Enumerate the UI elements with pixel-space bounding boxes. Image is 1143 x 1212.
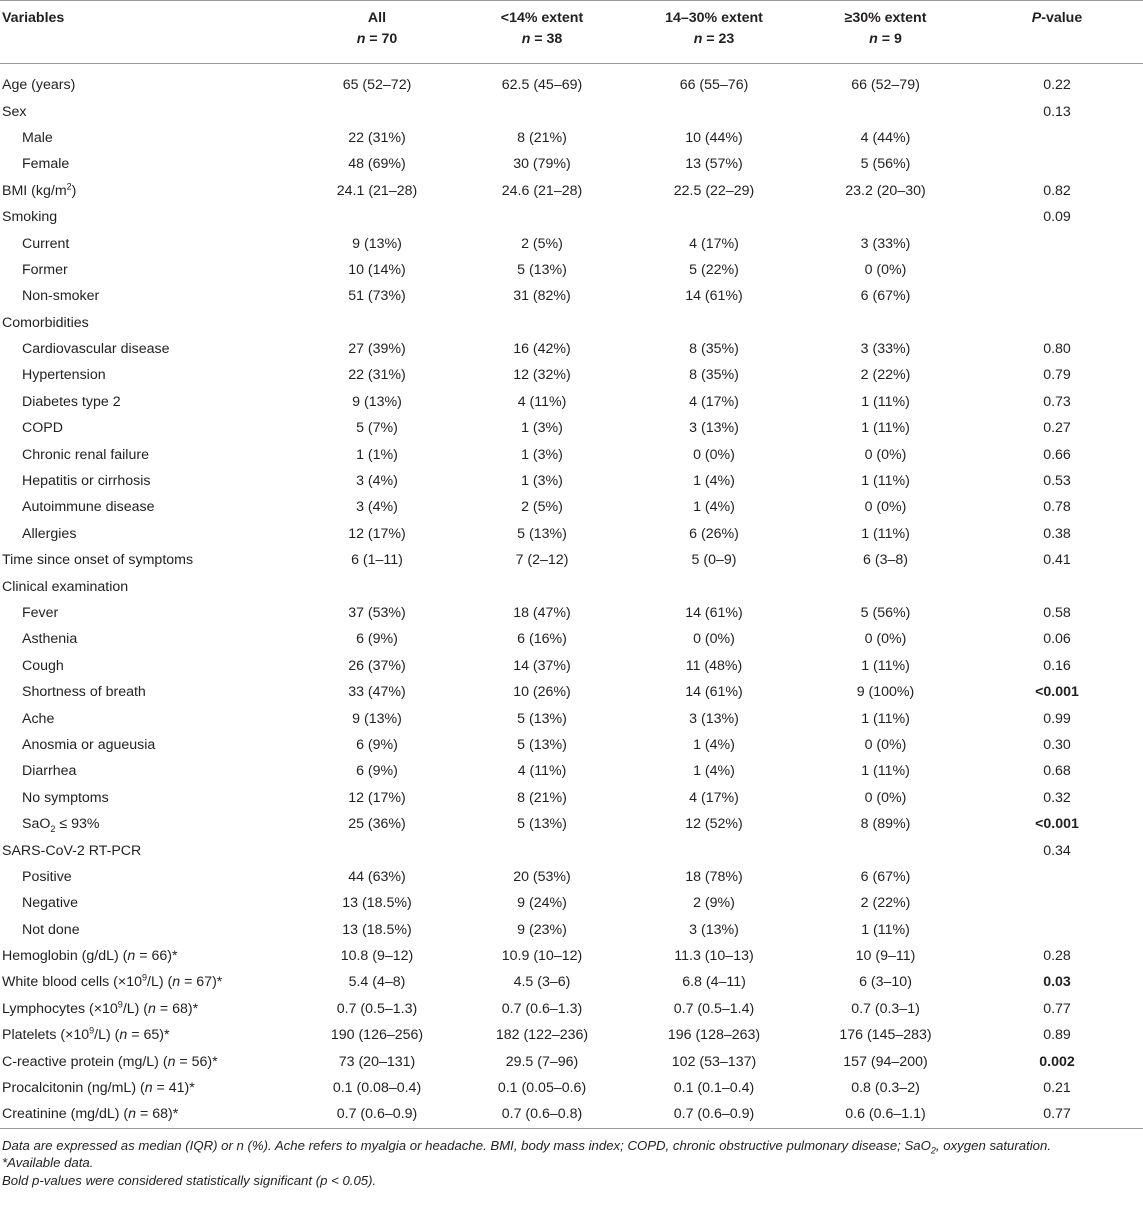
table-row [0, 917, 1143, 943]
cell-value: 8 (89%) [860, 816, 911, 833]
row-label: White blood cells $(\times 10^9/L) (n = 67)*$ [2, 972, 223, 991]
cell-value: 4 (44%) [860, 129, 911, 146]
cell-value: 8 (21%) [517, 129, 567, 146]
cell-value: 9 (13%) [352, 710, 402, 727]
table-row [0, 415, 1143, 441]
cell-value: 3 (33%) [860, 341, 911, 358]
cell-value: 190 (126–256) [330, 1027, 424, 1044]
row-label: Male [22, 129, 53, 146]
cell-pvalue: 0.32 [1043, 789, 1071, 806]
table-row [0, 996, 1143, 1022]
table-row [0, 310, 1143, 336]
cell-pvalue: 0.21 [1043, 1080, 1071, 1097]
row-label: C-reactive protein (mg/L) (n = 56)* [2, 1053, 218, 1070]
cell-value: 5 (56%) [860, 156, 911, 173]
header-extent-lt14: <14% extent [456, 1, 628, 28]
cell-value: 25 (36%) [348, 816, 406, 833]
cell-value: 0 (0%) [864, 446, 907, 463]
cell-value: 1 (3%) [521, 473, 563, 490]
table-row [0, 732, 1143, 758]
row-label: SaO$_2$ ≤ 93% [22, 816, 100, 834]
cell-value: 2 (5%) [521, 499, 563, 516]
row-label: Age (years) [2, 77, 76, 94]
cell-value [456, 837, 628, 863]
cell-value [628, 573, 800, 599]
cell-value: 10 (26%) [513, 684, 571, 701]
cell-pvalue: 0.41 [1043, 552, 1071, 569]
row-label: Comorbidities [2, 314, 89, 331]
cell-value: 4 (17%) [689, 235, 739, 252]
cell-value [800, 310, 971, 336]
cell-value: 65 (52–72) [342, 77, 412, 94]
cell-value: 4.5 (3–6) [513, 974, 571, 991]
row-label: Lymphocytes $(\times 10^9/L) (n = 68)*$ [2, 999, 199, 1017]
table-row [0, 151, 1143, 177]
table-row [0, 1022, 1143, 1048]
cell-value: 13 (18.5%) [342, 921, 412, 938]
cell-value: 0 (0%) [864, 789, 907, 806]
row-label: Hypertension [22, 367, 106, 384]
cell-value: 5 (56%) [860, 605, 911, 621]
cell-value: 0.1 (0.05–0.6) [497, 1080, 587, 1097]
cell-value: 31 (82%) [513, 288, 571, 305]
table-row [0, 1075, 1143, 1101]
table-row [0, 653, 1143, 679]
table-row [0, 1048, 1143, 1074]
header-variables: Variables [0, 1, 298, 28]
cell-value: 62.5 (45–69) [501, 77, 583, 94]
table-row [0, 125, 1143, 151]
cell-value: 5 (13%) [517, 261, 567, 278]
table-row [0, 494, 1143, 520]
row-label: Diarrhea [22, 763, 77, 780]
cell-value: 0.7 (0.6–0.9) [628, 1101, 800, 1128]
header-all: All [298, 1, 456, 28]
cell-value [298, 573, 456, 599]
header-extent-14-30: 14–30% extent [628, 1, 800, 28]
footnote-abbreviations: Data are expressed as median (IQR) or n (%). Ache refers to myalgia or headache. BMI, body mass index; COPD, chronic obstructive pulmonary disease; SaO$_2$, oxygen saturation. [2, 1137, 1052, 1156]
table-row [0, 468, 1143, 494]
cell-value: 11 (48%) [685, 657, 743, 674]
cell-pvalue: 0.16 [1043, 657, 1071, 674]
header-n-14-30: n = 23 [693, 31, 735, 47]
cell-value: 0.7 (0.5–1.4) [673, 1000, 755, 1017]
cell-pvalue: 0.89 [1043, 1027, 1071, 1044]
cell-value: 22 (31%) [348, 367, 406, 384]
cell-value: 66 (52–79) [851, 77, 920, 94]
cell-pvalue: 0.27 [1043, 420, 1071, 437]
row-label: Platelets $(\times 10^9/L) (n = 65)*$ [2, 1025, 170, 1044]
cell-value [298, 310, 456, 336]
cell-value [456, 310, 628, 336]
cell-value: 0.1 (0.08–0.4) [332, 1080, 422, 1097]
table-row [0, 705, 1143, 731]
cell-value: 18 (78%) [685, 868, 743, 885]
cell-value: 7 (2–12) [515, 552, 569, 569]
row-label: Hepatitis or cirrhosis [22, 473, 151, 490]
cell-value: 12 (32%) [513, 367, 571, 384]
row-label: Clinical examination [2, 578, 129, 595]
cell-value: 1 (4%) [693, 736, 735, 753]
header-n-all: n = 70 [356, 31, 398, 47]
cell-value: 29.5 (7–96) [505, 1053, 579, 1070]
cell-value: 0 (0%) [864, 261, 907, 278]
cell-value: 2 (22%) [860, 367, 911, 384]
cell-value: 1 (11%) [861, 525, 910, 542]
row-label: Former [22, 261, 68, 278]
cell-value: 9 (13%) [352, 393, 402, 410]
cell-value: 182 (122–236) [495, 1027, 589, 1044]
cell-value: 8 (35%) [689, 341, 739, 358]
table-row [0, 283, 1143, 309]
table-row [0, 837, 1143, 863]
cell-value [456, 204, 628, 230]
cell-value: 22 (31%) [348, 129, 406, 146]
cell-value: 10 (9–11) [855, 948, 916, 965]
cell-value: 6.8 (4–11) [682, 974, 746, 991]
table-row [0, 890, 1143, 916]
cell-value: 14 (61%) [685, 288, 743, 305]
table-body [0, 64, 1143, 1129]
cell-value: 5 (22%) [689, 261, 739, 278]
table-row [0, 178, 1143, 204]
cell-value: 3 (33%) [860, 235, 911, 252]
cell-value: 0.7 (0.5–1.3) [336, 1000, 418, 1017]
cell-pvalue: 0.28 [1043, 948, 1071, 965]
cell-value: 2 (22%) [860, 895, 911, 912]
row-label: Time since onset of symptoms [2, 552, 194, 569]
row-label: Creatinine (mg/dL) (n = 68)* [0, 1101, 298, 1128]
table-row [0, 257, 1143, 283]
table-row [0, 98, 1143, 124]
cell-value: 6 (16%) [517, 631, 567, 648]
cell-pvalue [971, 917, 1143, 943]
table-row [0, 521, 1143, 547]
table-row [0, 600, 1143, 626]
cell-pvalue: 0.68 [1043, 763, 1071, 780]
row-label: Chronic renal failure [22, 446, 149, 463]
table-row [0, 441, 1143, 467]
cell-value: 6 (67%) [860, 288, 911, 305]
cell-value: 5 (7%) [356, 420, 398, 437]
cell-value: 0 (0%) [864, 736, 907, 753]
cell-value: 9 (23%) [517, 921, 567, 938]
cell-pvalue: <0.001 [1035, 684, 1079, 701]
table-header [0, 1, 1143, 64]
row-label: Cough [22, 657, 64, 674]
cell-value [628, 837, 800, 863]
row-label: Current [22, 235, 70, 252]
cell-pvalue: 0.53 [1043, 473, 1071, 490]
cell-value: 1 (11%) [861, 921, 910, 938]
cell-value: 14 (61%) [685, 605, 743, 621]
table-row [0, 811, 1143, 837]
cell-value: 1 (11%) [861, 420, 910, 437]
cell-pvalue [971, 230, 1143, 256]
cell-value: 6 (3–8) [863, 552, 908, 569]
cell-value: 1 (11%) [861, 763, 910, 780]
cell-pvalue: 0.002 [1039, 1053, 1075, 1070]
cell-pvalue: 0.09 [1043, 209, 1071, 226]
cell-value: 18 (47%) [513, 605, 571, 621]
row-label: Not done [22, 921, 80, 938]
cell-pvalue: 0.77 [1043, 1000, 1071, 1017]
cell-pvalue: 0.79 [1043, 367, 1071, 384]
footnote-significance: Bold p-values were considered statistically significant (p < 0.05). [2, 1172, 377, 1188]
cell-value: 9 (100%) [856, 684, 915, 701]
cell-value: 9 (24%) [517, 895, 567, 912]
cell-value: 27 (39%) [348, 341, 406, 358]
cell-value: 4 (17%) [689, 789, 739, 806]
cell-value: 2 (9%) [693, 895, 735, 912]
cell-value: 1 (11%) [861, 473, 910, 490]
cell-pvalue: 0.13 [1043, 103, 1071, 120]
cell-value: 0 (0%) [693, 631, 735, 648]
cell-value: 3 (4%) [356, 499, 398, 516]
cell-value: 14 (37%) [513, 657, 571, 674]
row-label: Autoimmune disease [22, 499, 155, 516]
cell-value: 48 (69%) [348, 156, 406, 173]
cell-value: 5 (13%) [517, 736, 567, 753]
cell-value: 12 (17%) [348, 789, 406, 806]
cell-value [456, 573, 628, 599]
table-row [0, 785, 1143, 811]
cell-value: 13 (57%) [685, 156, 743, 173]
cell-value: 1 (4%) [693, 473, 735, 490]
cell-value: 102 (53–137) [671, 1053, 757, 1070]
row-label: BMI $(kg/m^2)$ [2, 181, 77, 199]
cell-pvalue [971, 125, 1143, 151]
cell-pvalue: 0.34 [1043, 842, 1071, 859]
table-row [0, 679, 1143, 705]
cell-value: 10.8 (9–12) [340, 948, 414, 965]
cell-pvalue: 0.99 [1043, 710, 1071, 727]
cell-value: 3 (13%) [689, 420, 739, 437]
cell-value: 5 (13%) [517, 525, 567, 542]
row-label: Hemoglobin (g/dL) (n = 66)* [2, 948, 178, 965]
cell-value: 4 (11%) [517, 393, 567, 410]
table-row [0, 204, 1143, 230]
cell-value: 44 (63%) [348, 868, 406, 885]
cell-value: 0.7 (0.6–1.3) [501, 1000, 583, 1017]
cell-value: 30 (79%) [513, 156, 571, 173]
row-label: No symptoms [22, 789, 109, 806]
table-row [0, 626, 1143, 652]
cell-value: 51 (73%) [348, 288, 406, 305]
cell-value: 9 (13%) [352, 235, 402, 252]
row-label: Diabetes type 2 [22, 393, 121, 410]
cell-value: 0 (0%) [864, 631, 907, 648]
row-label: Asthenia [22, 631, 78, 648]
cell-value: 4 (17%) [689, 393, 739, 410]
cell-pvalue: 0.38 [1043, 525, 1071, 542]
cell-value: 20 (53%) [513, 868, 571, 885]
cell-value: 10.9 (10–12) [501, 948, 583, 965]
cell-value [456, 98, 628, 124]
cell-value [298, 98, 456, 124]
cell-value: 1 (4%) [693, 763, 735, 780]
cell-value: 10 (44%) [685, 129, 743, 146]
table-row [0, 362, 1143, 388]
cell-value: 6 (26%) [689, 525, 739, 542]
cell-pvalue: 0.78 [1043, 499, 1071, 516]
cell-pvalue: 0.03 [1043, 974, 1071, 991]
cell-pvalue: 0.30 [1043, 736, 1071, 753]
cell-value: 3 (4%) [356, 473, 398, 490]
cell-value: 16 (42%) [513, 341, 571, 358]
cell-value: 3 (13%) [689, 710, 739, 727]
cell-value [800, 204, 971, 230]
row-label: Non-smoker [22, 288, 100, 305]
cell-pvalue: 0.80 [1043, 341, 1071, 358]
cell-value [628, 98, 800, 124]
cell-value: 0.6 (0.6–1.1) [800, 1101, 971, 1128]
cell-value: 24.6 (21–28) [501, 182, 583, 199]
cell-value: 6 (9%) [356, 631, 398, 648]
cell-pvalue: <0.001 [1035, 816, 1079, 833]
table-row [0, 336, 1143, 362]
cell-value: 4 (11%) [517, 763, 567, 780]
cell-value: 157 (94–200) [843, 1053, 928, 1070]
cell-value: 22.5 (22–29) [673, 182, 755, 199]
cell-value: 6 (1–11) [351, 552, 403, 569]
cell-value: 0.7 (0.6–0.8) [456, 1101, 628, 1128]
cell-value: 26 (37%) [348, 657, 406, 674]
cell-value: 176 (145–283) [839, 1027, 932, 1044]
row-label: Female [22, 156, 70, 173]
header-n-ge30: n = 9 [869, 31, 902, 47]
cell-value: 5 (13%) [517, 710, 567, 727]
table-row [0, 573, 1143, 599]
table-row [0, 758, 1143, 784]
row-label: COPD [22, 420, 63, 437]
cell-value [800, 573, 971, 599]
table-row [0, 943, 1143, 969]
header-extent-ge30: ≥30% extent [800, 1, 971, 28]
cell-pvalue: 0.58 [1043, 605, 1071, 621]
cell-value: 2 (5%) [521, 235, 563, 252]
cell-pvalue [971, 890, 1143, 916]
cell-value: 14 (61%) [685, 684, 743, 701]
cell-value: 12 (52%) [685, 816, 743, 833]
row-label: Shortness of breath [22, 684, 146, 701]
cell-value: 6 (67%) [860, 868, 911, 885]
cell-value: 0.1 (0.1–0.4) [673, 1080, 755, 1097]
table-row [0, 72, 1143, 98]
cell-value: 3 (13%) [689, 921, 739, 938]
cell-pvalue [971, 151, 1143, 177]
table-row [0, 230, 1143, 256]
row-label: Anosmia or agueusia [22, 736, 156, 753]
cell-pvalue: 0.73 [1043, 393, 1071, 410]
cell-value [298, 837, 456, 863]
cell-value [628, 310, 800, 336]
cell-value: 5 (13%) [517, 816, 567, 833]
cell-value: 0 (0%) [864, 499, 907, 516]
cell-pvalue: 0.77 [971, 1101, 1143, 1128]
cell-value: 24.1 (21–28) [336, 182, 418, 199]
cell-value: 6 (3–10) [859, 974, 912, 991]
cell-value: 23.2 (20–30) [845, 182, 926, 199]
row-label: Sex [2, 103, 27, 120]
cell-value [628, 204, 800, 230]
header-pvalue: P-value [971, 1, 1143, 28]
table-footnotes [0, 1137, 1143, 1190]
cell-value: 5.4 (4–8) [348, 974, 406, 991]
cell-value: 13 (18.5%) [342, 895, 412, 912]
cell-value: 1 (11%) [861, 393, 910, 410]
cell-pvalue [971, 573, 1143, 599]
table-row [0, 389, 1143, 415]
cell-pvalue [971, 257, 1143, 283]
cell-value: 0.8 (0.3–2) [851, 1080, 920, 1097]
cell-pvalue [971, 283, 1143, 309]
cell-value [298, 204, 456, 230]
row-label: Fever [22, 605, 59, 621]
header-n-lt14: n = 38 [521, 31, 563, 47]
cell-pvalue: 0.66 [1043, 446, 1071, 463]
cell-value: 0.7 (0.6–0.9) [298, 1101, 456, 1128]
cell-value: 196 (128–263) [667, 1027, 761, 1044]
cell-value: 66 (55–76) [679, 77, 749, 94]
cell-value [800, 837, 971, 863]
cell-pvalue: 0.82 [1043, 182, 1071, 199]
cell-value: 8 (21%) [517, 789, 567, 806]
row-label: Cardiovascular disease [22, 341, 170, 358]
row-label: Negative [22, 895, 78, 912]
cell-value [800, 98, 971, 124]
footnote-available-data: *Available data. [2, 1155, 94, 1171]
cell-value: 11.3 (10–13) [674, 948, 754, 965]
cell-value: 1 (11%) [861, 657, 910, 674]
cell-value: 1 (3%) [521, 420, 563, 437]
cell-value: 1 (1%) [356, 446, 398, 463]
cell-value: 1 (4%) [693, 499, 735, 516]
table-row [0, 547, 1143, 573]
cell-value: 0.7 (0.3–1) [851, 1000, 920, 1017]
row-label: SARS-CoV-2 RT-PCR [2, 842, 142, 859]
cell-value: 33 (47%) [348, 684, 406, 701]
cell-value: 5 (0–9) [691, 552, 737, 569]
cell-value: 12 (17%) [348, 525, 406, 542]
cell-value: 0 (0%) [693, 446, 735, 463]
row-label: Smoking [2, 209, 58, 226]
row-label: Allergies [22, 525, 77, 542]
cell-pvalue [971, 310, 1143, 336]
row-label: Ache [22, 710, 55, 727]
cell-pvalue: 0.22 [1043, 77, 1071, 94]
cell-value: 6 (9%) [356, 763, 398, 780]
cell-value: 37 (53%) [348, 605, 406, 621]
cell-value: 6 (9%) [356, 736, 398, 753]
cell-pvalue: 0.06 [1043, 631, 1071, 648]
table-row [0, 1101, 1143, 1128]
cell-value: 73 (20–131) [338, 1053, 416, 1070]
cell-value: 1 (3%) [521, 446, 563, 463]
cell-value: 1 (11%) [861, 710, 910, 727]
row-label: Procalcitonin (ng/mL) (n = 41)* [2, 1080, 195, 1097]
cell-pvalue [971, 864, 1143, 890]
cell-value: 8 (35%) [689, 367, 739, 384]
table-row [0, 969, 1143, 995]
row-label: Positive [22, 868, 72, 885]
cell-value: 10 (14%) [348, 261, 406, 278]
table-row [0, 864, 1143, 890]
